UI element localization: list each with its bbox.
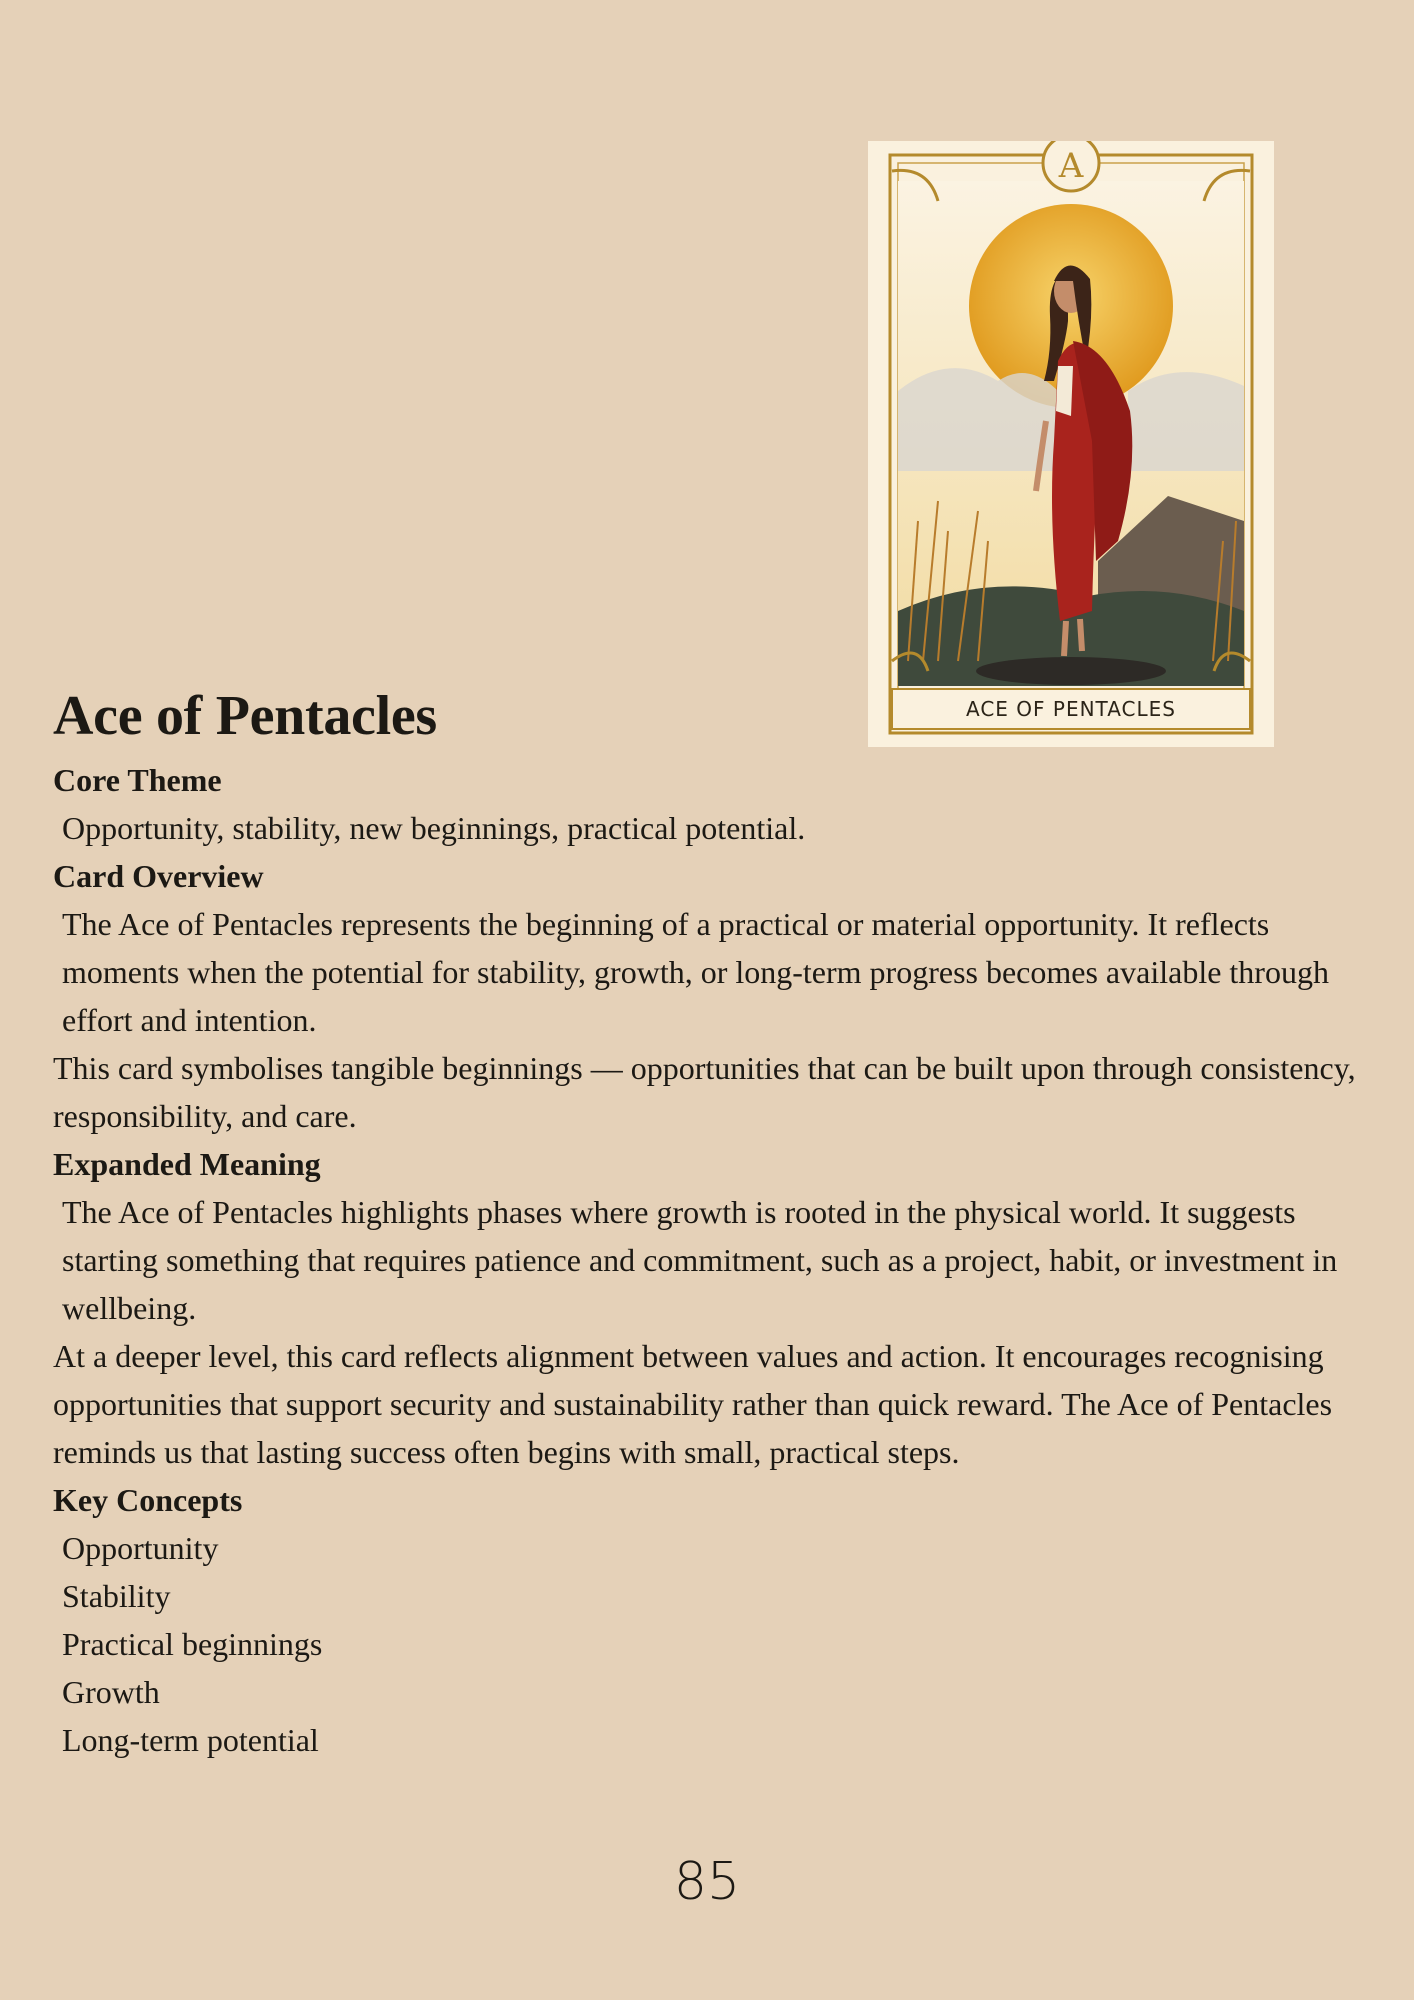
core-theme-text: Opportunity, stability, new beginnings, practical potential. (62, 810, 806, 846)
card-overview-paragraph-1: The Ace of Pentacles represents the beginning of a practical or material opportunity. It reflects moments when the potential for stability, growth, or long-term progress becomes available through effort and intention. (62, 906, 1329, 1038)
expanded-meaning-paragraph-1: The Ace of Pentacles highlights phases where growth is rooted in the physical world. It suggests starting something that requires patience and commitment, such as a project, habit, or investment in wellbeing. (62, 1194, 1338, 1326)
expanded-meaning-paragraph-2: At a deeper level, this card reflects alignment between values and action. It encourages recognising opportunities that support security and sustainability rather than quick reward. The Ace of Pentacles reminds us that lasting success often begins with small, practical steps. (53, 1338, 1333, 1470)
key-concepts-heading: Key Concepts (53, 1482, 243, 1518)
key-concept-item: Opportunity (62, 1530, 219, 1566)
card-label: ACE OF PENTACLES (966, 697, 1176, 721)
expanded-meaning-heading: Expanded Meaning (53, 1146, 321, 1182)
core-theme-heading: Core Theme (53, 762, 222, 798)
page-title: Ace of Pentacles (53, 685, 437, 747)
card-overview-heading: Card Overview (53, 858, 264, 894)
page-number: 85 (673, 1852, 741, 1912)
card-letter: A (1058, 146, 1084, 186)
key-concept-item: Growth (62, 1674, 160, 1710)
key-concept-item: Long-term potential (62, 1722, 319, 1758)
card-overview-paragraph-2: This card symbolises tangible beginnings — opportunities that can be built upon through consistency, responsibility, and care. (53, 1050, 1356, 1134)
key-concept-item: Practical beginnings (62, 1626, 323, 1662)
card-description (53, 756, 1363, 1764)
tarot-card-illustration (868, 141, 1274, 747)
tarot-card-image (868, 141, 1274, 747)
key-concepts-list (53, 1524, 1363, 1764)
key-concept-item: Stability (62, 1578, 171, 1614)
